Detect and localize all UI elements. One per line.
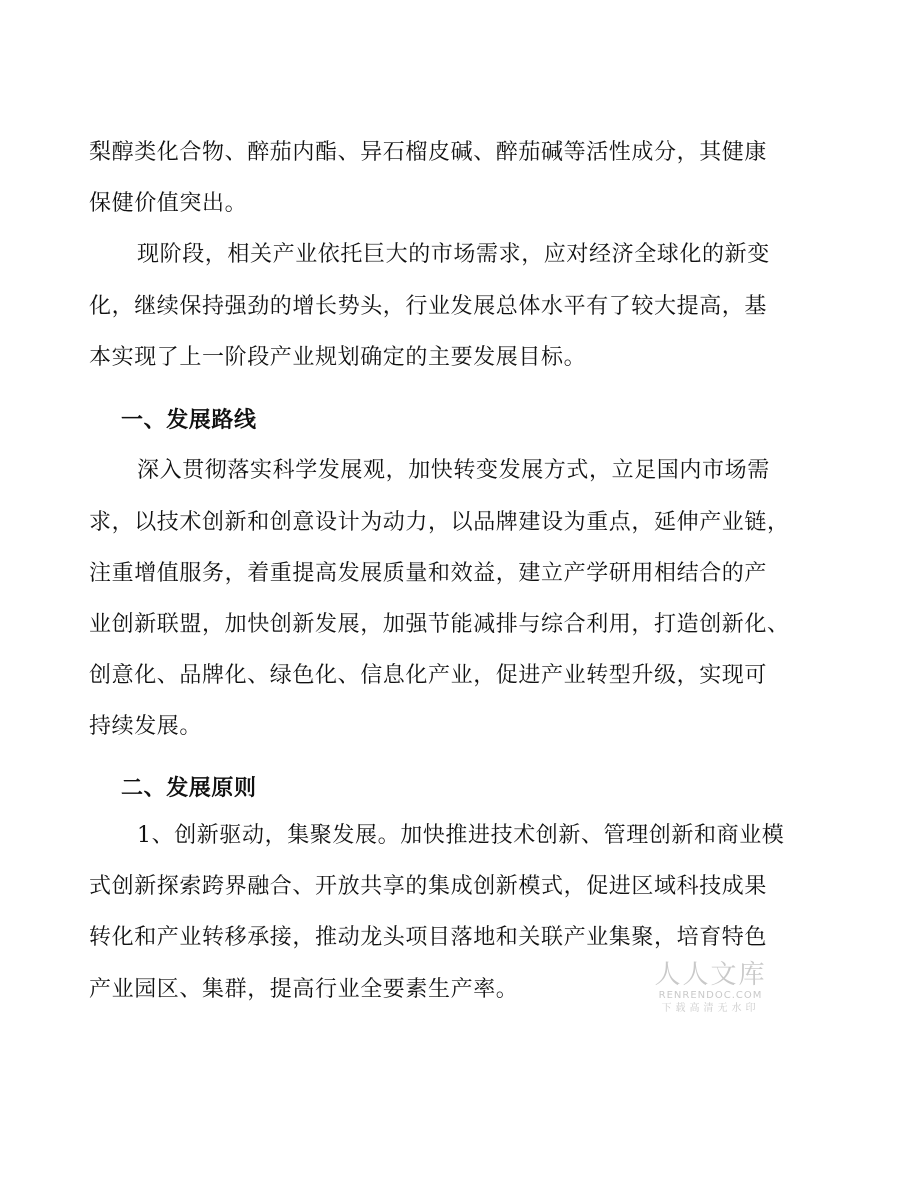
paragraph-line: 保健价值突出。 <box>89 191 248 216</box>
paragraph-line: 创意化、品牌化、绿色化、信息化产业，促进产业转型升级，实现可 <box>89 663 768 688</box>
watermark-url: RENRENDOC.COM <box>658 990 763 1001</box>
watermark-logo: 人人文库 <box>654 960 767 990</box>
paragraph-line: 化，继续保持强劲的增长势头，行业发展总体水平有了较大提高，基 <box>89 294 768 319</box>
watermark <box>648 960 773 1016</box>
paragraph-line: 深入贯彻落实科学发展观，加快转变发展方式，立足国内市场需 <box>137 458 770 483</box>
paragraph-line: 梨醇类化合物、醉茄内酯、异石榴皮碱、醉茄碱等活性成分，其健康 <box>89 140 768 165</box>
section-heading: 一、发展路线 <box>121 407 257 433</box>
paragraph-line: 1、创新驱动，集聚发展。加快推进技术创新、管理创新和商业模 <box>137 823 785 848</box>
paragraph-line: 求，以技术创新和创意设计为动力，以品牌建设为重点，延伸产业链， <box>89 510 790 535</box>
paragraph-line: 本实现了上一阶段产业规划确定的主要发展目标。 <box>89 345 587 370</box>
paragraph-line: 产业园区、集群，提高行业全要素生产率。 <box>89 977 519 1002</box>
watermark-tagline: 下载高清无水印 <box>661 1003 760 1014</box>
section-heading: 二、发展原则 <box>121 775 257 801</box>
paragraph-line: 转化和产业转移承接，推动龙头项目落地和关联产业集聚，培育特色 <box>89 925 768 950</box>
paragraph-line: 注重增值服务，着重提高发展质量和效益，建立产学研用相结合的产 <box>89 561 768 586</box>
paragraph-line: 持续发展。 <box>89 714 203 739</box>
paragraph-line: 业创新联盟，加快创新发展，加强节能减排与综合利用，打造创新化、 <box>89 612 790 637</box>
paragraph-line: 现阶段，相关产业依托巨大的市场需求，应对经济全球化的新变 <box>137 242 770 267</box>
paragraph-line: 式创新探索跨界融合、开放共享的集成创新模式，促进区域科技成果 <box>89 874 768 899</box>
